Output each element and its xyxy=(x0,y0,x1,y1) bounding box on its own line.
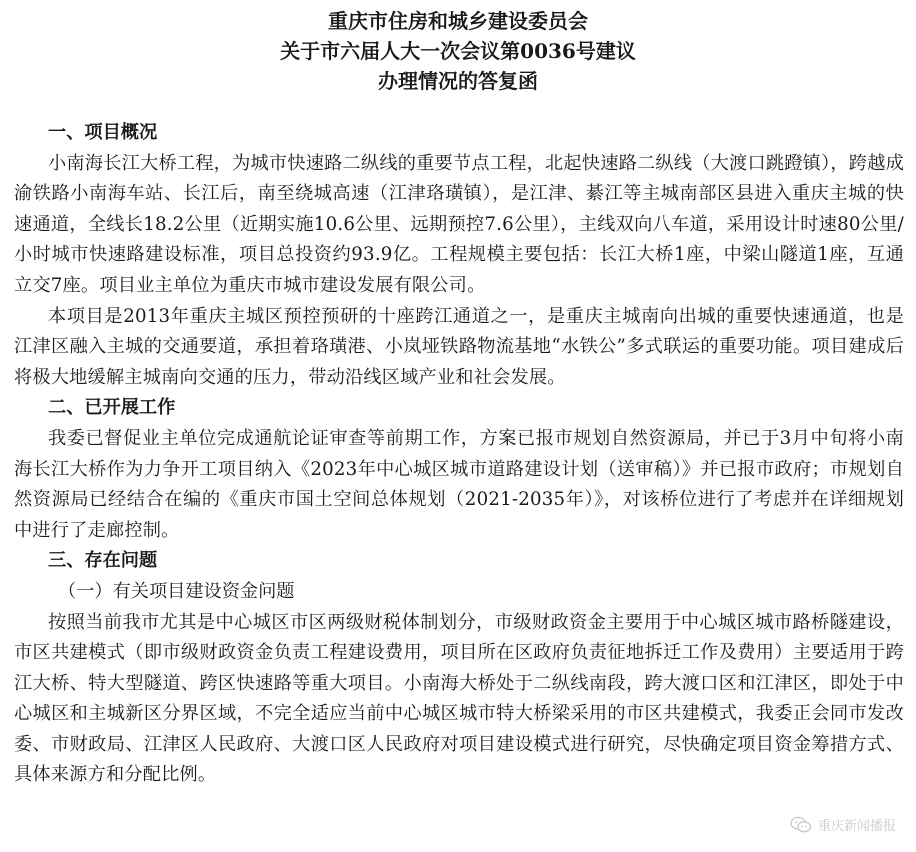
title-line-1: 重庆市住房和城乡建设委员会 xyxy=(328,9,588,33)
section-3-heading: 三、存在问题 xyxy=(48,550,158,572)
watermark-text: 重庆新闻播报 xyxy=(817,819,896,834)
title-line-3: 办理情况的答复函 xyxy=(378,69,538,93)
section-1-heading: 一、项目概况 xyxy=(48,122,158,143)
document-body xyxy=(14,118,904,791)
wechat-logo-icon xyxy=(790,816,812,834)
section-1-paragraph-2: 本项目是2013年重庆主城区预控预研的十座跨江通道之一，是重庆主城南向出城的重要快速通道，也是江津区融入主城的交通要道，承担着珞璜港、小岚垭铁路物流基地“水铁公”多式联运的重要功能。项目建成后将极大地缓解主城南向交通的压力，带动沿线区域产业和社会发展。 xyxy=(14,305,904,388)
section-3-subheading-1: （一）有关项目建设资金问题 xyxy=(58,580,295,602)
section-3-paragraph-1: 按照当前我市尤其是中心城区市区两级财税体制划分，市级财政资金主要用于中心城区城市路桥隧建设，市区共建模式（即市级财政资金负责工程建设费用，项目所在区政府负责征地拆迁工作及费用）主要适用于跨江大桥、特大型隧道、跨区快速路等重大项目。小南海大桥处于二纵线南段，跨大渡口区和江津区，即处于中心城区和主城新区分界区域，不完全适应当前中心城区城市特大桥梁采用的市区共建模式，我委正会同市发改委、市财政局、江津区人民政府、大渡口区人民政府对项目建设模式进行研究，尽快确定项目资金筹措方式、具体来源方和分配比例。 xyxy=(14,611,904,786)
watermark xyxy=(790,815,896,834)
document-header xyxy=(0,6,916,96)
section-1-paragraph-1: 小南海长江大桥工程，为城市快速路二纵线的重要节点工程，北起快速路二纵线（大渡口跳蹬镇），跨越成渝铁路小南海车站、长江后，南至绕城高速（江津珞璜镇），是江津、綦江等主城南部区县进入重庆主城的快速通道，全线长18.2公里（近期实施10.6公里、远期预控7.6公里），主线双向八车道，采用设计时速80公里/小时城市快速路建设标准，项目总投资约93.9亿。工程规模主要包括：长江大桥1座，中梁山隧道1座，互通立交7座。项目业主单位为重庆市城市建设发展有限公司。 xyxy=(14,152,904,296)
section-2-heading: 二、已开展工作 xyxy=(48,397,176,419)
section-2-paragraph-1: 我委已督促业主单位完成通航论证审查等前期工作，方案已报市规划自然资源局，并已于3月中旬将小南海长江大桥作为力争开工项目纳入《2023年中心城区城市道路建设计划（送审稿）》并已报市政府；市规划自然资源局已经结合在编的《重庆市国土空间总体规划（2021-2035年）》，对该桥位进行了考虑并在详细规划中进行了走廊控制。 xyxy=(14,427,904,541)
title-line-2: 关于市六届人大一次会议第0036号建议 xyxy=(280,39,636,63)
